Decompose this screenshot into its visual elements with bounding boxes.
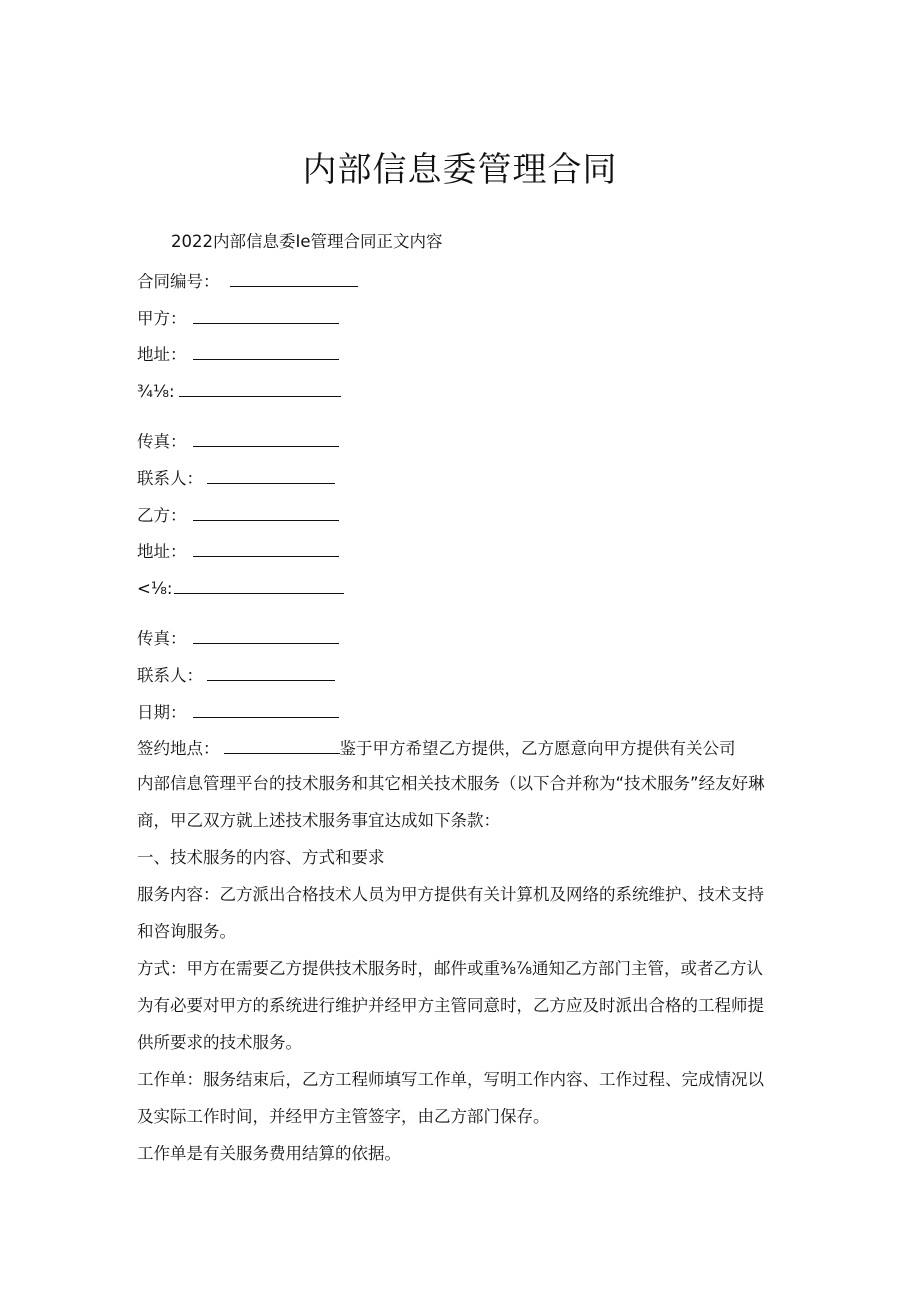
field-label: 地址： — [137, 345, 187, 364]
blank-line — [230, 269, 358, 287]
field-label: 合同编号： — [137, 272, 220, 291]
blank-line — [193, 503, 339, 521]
field-label: 日期： — [137, 703, 187, 722]
document-subtitle: 2022内部信息委Ie管理合同正文内容 — [171, 232, 443, 251]
field-label: 传真： — [137, 432, 187, 451]
field-label: ¾⅛: — [137, 382, 175, 401]
field-phone-a — [137, 379, 341, 403]
blank-line — [207, 466, 335, 484]
blank-line — [179, 379, 341, 397]
field-fax-b — [137, 626, 339, 650]
field-party-b — [137, 503, 339, 527]
field-contact-a — [137, 466, 335, 490]
field-contact-b — [137, 663, 335, 687]
field-label: 地址： — [137, 542, 187, 561]
field-label: 签约地点： — [137, 739, 220, 758]
field-label: 乙方： — [137, 506, 187, 525]
field-phone-b — [137, 576, 344, 600]
blank-line — [193, 626, 339, 644]
document-title: 内部信息委管理合同 — [302, 150, 618, 190]
field-label: 甲方： — [137, 309, 187, 328]
field-sign-place — [137, 736, 736, 760]
blank-line — [193, 306, 339, 324]
field-party-a — [137, 306, 339, 330]
basis-paragraph: 工作单是有关服务费用结算的依据。 — [137, 1144, 401, 1163]
service-content-paragraph: 服务内容：乙方派出合格技术人员为甲方提供有关计算机及网络的系统维护、技术支持和咨询服务。 — [137, 885, 764, 941]
field-fax-a — [137, 429, 339, 453]
work-order-paragraph: 工作单：服务结束后，乙方工程师填写工作单，写明工作内容、工作过程、完成情况以及实际工作时间，并经甲方主管签字，由乙方部门保存。 — [137, 1070, 764, 1126]
blank-line — [193, 700, 339, 718]
field-label: 联系人： — [137, 666, 203, 685]
field-address-b — [137, 539, 339, 563]
field-date — [137, 700, 339, 724]
intro-paragraph: 内部信息管理平台的技术服务和其它相关技术服务（以下合并称为“技术服务”经友好琳商，甲乙双方就上述技术服务事宜达成如下条款： — [137, 774, 765, 830]
field-contract-no — [137, 269, 358, 293]
blank-line — [174, 576, 344, 594]
blank-line — [193, 342, 339, 360]
intro-text-start: 鉴于甲方希望乙方提供，乙方愿意向甲方提供有关公司 — [339, 739, 736, 758]
method-paragraph: 方式：甲方在需要乙方提供技术服务时，邮件或重⅜⅞通知乙方部门主管，或者乙方认为有必要对甲方的系统进行维护并经甲方主管同意时，乙方应及时派出合格的工程师提供所要求的技术服务。 — [137, 959, 764, 1052]
field-label: 联系人： — [137, 469, 203, 488]
blank-line — [193, 429, 339, 447]
section-heading-1: 一、技术服务的内容、方式和要求 — [137, 848, 385, 867]
blank-line — [193, 539, 339, 557]
field-label: <⅛: — [137, 579, 173, 598]
blank-line — [224, 736, 340, 754]
blank-line — [207, 663, 335, 681]
field-address-a — [137, 342, 339, 366]
field-label: 传真： — [137, 629, 187, 648]
